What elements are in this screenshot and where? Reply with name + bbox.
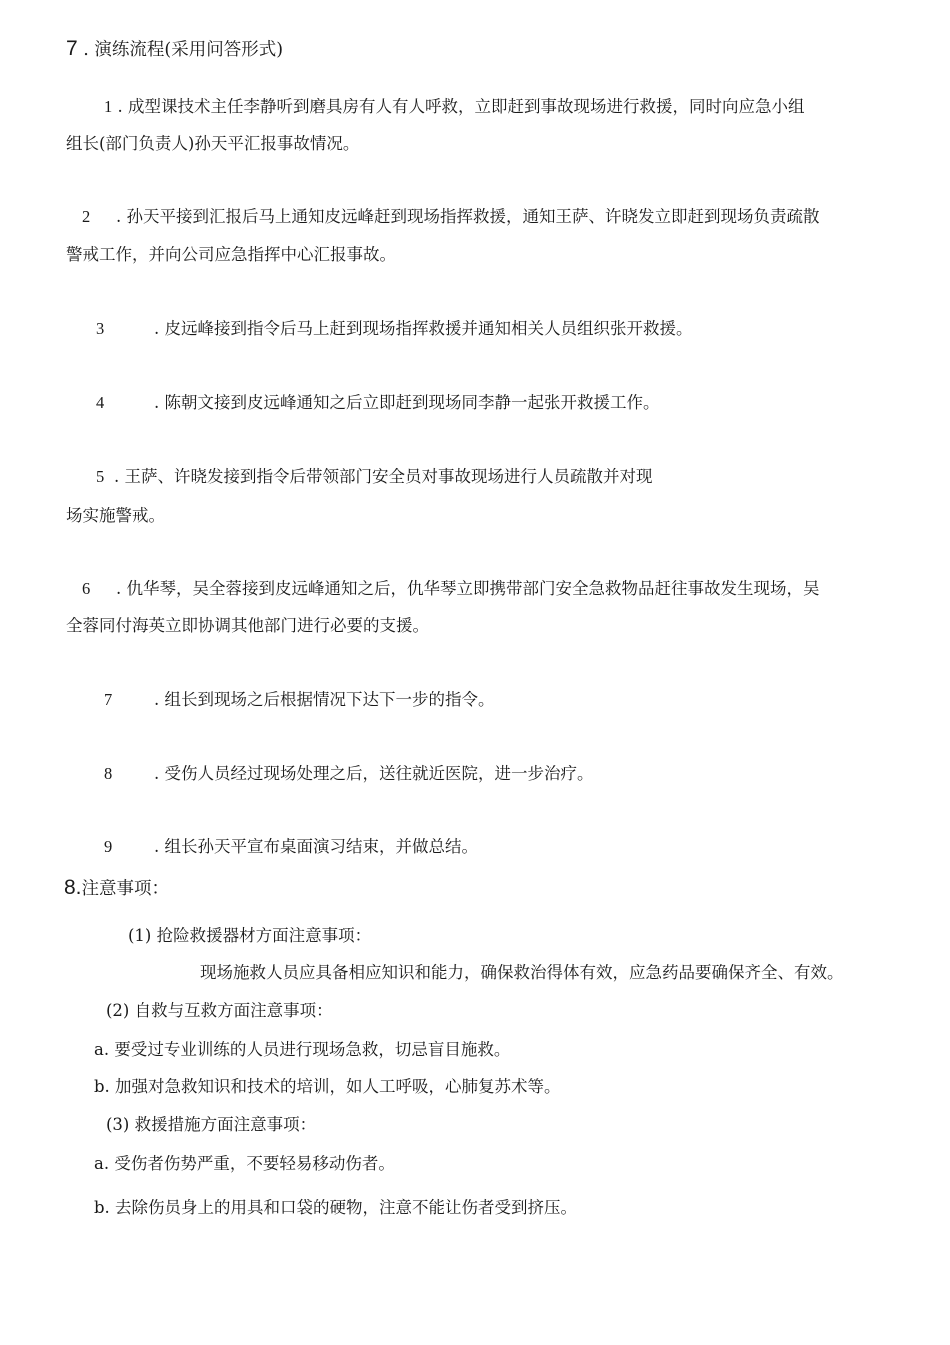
note-2-line-a: a. 要受过专业训练的人员进行现场急救，切忌盲目施救。 — [94, 1040, 511, 1059]
step-9 — [104, 836, 478, 858]
step-6 — [82, 578, 820, 600]
section-8-title: 注意事项： — [81, 879, 170, 899]
step-text: . 成型课技术主任李静听到磨具房有人有人呼救，立即赶到事故现场进行救援，同时向应急小组 — [117, 97, 805, 116]
step-4 — [96, 392, 660, 414]
step-text: . 王萨、许晓发接到指令后带领部门安全员对事故现场进行人员疏散并对现 — [114, 467, 653, 486]
step-6-continuation: 全蓉同付海英立即协调其他部门进行必要的支援。 — [66, 616, 429, 635]
step-2 — [82, 206, 820, 228]
section-7-number: 7 — [66, 37, 78, 60]
section-7-heading — [66, 38, 283, 61]
step-number: 6 — [82, 579, 91, 598]
note-3-line-a: a. 受伤者伤势严重，不要轻易移动伤者。 — [94, 1154, 395, 1173]
step-number: 3 — [96, 319, 105, 338]
step-1-continuation: 组长(部门负责人)孙天平汇报事故情况。 — [66, 134, 360, 153]
step-number: 8 — [104, 764, 113, 783]
note-2-label: (2) 自救与互救方面注意事项： — [106, 1001, 333, 1020]
step-text: . 受伤人员经过现场处理之后，送往就近医院，进一步治疗。 — [154, 764, 594, 783]
step-3 — [96, 318, 693, 340]
step-number: 9 — [104, 837, 113, 856]
step-7 — [104, 689, 495, 711]
step-number: 1 — [104, 97, 113, 116]
step-number: 5 — [96, 467, 105, 486]
step-5-continuation: 场实施警戒。 — [66, 506, 165, 525]
step-number: 2 — [82, 207, 91, 226]
section-8-heading — [64, 877, 169, 900]
note-2-line-b: b. 加强对急救知识和技术的培训，如人工呼吸，心肺复苏术等。 — [94, 1077, 561, 1096]
step-text: . 皮远峰接到指令后马上赶到现场指挥救援并通知相关人员组织张开救援。 — [154, 319, 693, 338]
step-text: . 孙天平接到汇报后马上通知皮远峰赶到现场指挥救援，通知王萨、许晓发立即赶到现场负责疏散 — [116, 207, 820, 226]
step-text: . 组长到现场之后根据情况下达下一步的指令。 — [154, 690, 495, 709]
step-text: . 仇华琴，吴全蓉接到皮远峰通知之后，仇华琴立即携带部门安全急救物品赶往事故发生现场，吴 — [116, 579, 820, 598]
section-7-title: . 演练流程(采用问答形式) — [83, 40, 284, 60]
note-1-line: 现场施救人员应具备相应知识和能力，确保救治得体有效，应急药品要确保齐全、有效。 — [200, 963, 844, 982]
step-text: . 陈朝文接到皮远峰通知之后立即赶到现场同李静一起张开救援工作。 — [154, 393, 660, 412]
section-8-number: 8. — [64, 876, 82, 899]
step-number: 7 — [104, 690, 113, 709]
step-number: 4 — [96, 393, 105, 412]
step-8 — [104, 763, 594, 785]
step-2-continuation: 警戒工作，并向公司应急指挥中心汇报事故。 — [66, 245, 396, 264]
note-3-line-b: b. 去除伤员身上的用具和口袋的硬物，注意不能让伤者受到挤压。 — [94, 1198, 578, 1217]
step-5 — [96, 466, 653, 488]
note-3-label: (3) 救援措施方面注意事项： — [106, 1115, 317, 1134]
note-1-label: (1) 抢险救援器材方面注意事项： — [128, 926, 372, 945]
step-text: . 组长孙天平宣布桌面演习结束，并做总结。 — [154, 837, 478, 856]
step-1 — [104, 96, 805, 118]
